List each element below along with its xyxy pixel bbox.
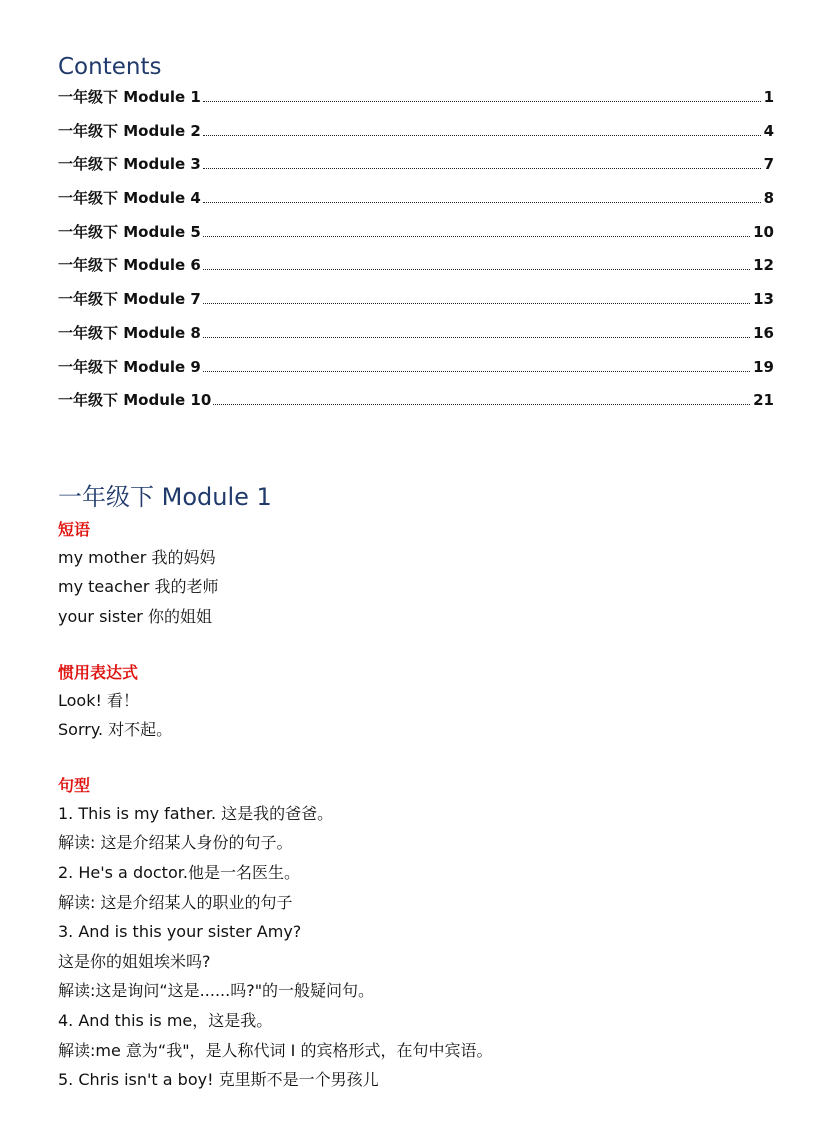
sentence-line: 解读: 这是介绍某人身份的句子。 — [58, 833, 293, 853]
phrase-line: my mother 我的妈妈 — [58, 547, 216, 567]
toc-entry-label: 一年级下 Module 6 — [58, 256, 201, 275]
document-page — [58, 52, 774, 1095]
toc-dot-leader — [203, 201, 761, 203]
toc-title: Contents — [58, 54, 162, 80]
toc-list — [58, 86, 774, 423]
module-heading: 一年级下 Module 1 — [58, 482, 272, 511]
toc-entry[interactable] — [58, 322, 774, 356]
sentence-line: 5. Chris isn't a boy! 克里斯不是一个男孩儿 — [58, 1070, 379, 1090]
toc-entry[interactable] — [58, 288, 774, 322]
toc-entry-page: 12 — [753, 256, 774, 275]
toc-dot-leader — [203, 336, 750, 338]
toc-entry-page: 16 — [753, 323, 774, 342]
toc-entry-label: 一年级下 Module 7 — [58, 290, 201, 309]
sentence-line: 解读:me 意为“我"，是人称代词 I 的宾格形式，在句中宾语。 — [58, 1040, 493, 1060]
expression-line: Look! 看！ — [58, 690, 139, 710]
toc-entry-page: 13 — [753, 290, 774, 309]
toc-entry-page: 10 — [753, 222, 774, 241]
toc-entry[interactable] — [58, 120, 774, 154]
toc-dot-leader — [203, 167, 761, 169]
toc-entry-label: 一年级下 Module 3 — [58, 155, 201, 174]
toc-dot-leader — [203, 235, 750, 237]
toc-entry[interactable] — [58, 221, 774, 255]
expressions-label: 惯用表达式 — [58, 662, 139, 682]
expression-line: Sorry. 对不起。 — [58, 720, 173, 740]
sentences-label: 句型 — [58, 775, 91, 795]
toc-dot-leader — [203, 100, 761, 102]
toc-entry-page: 4 — [763, 121, 774, 140]
toc-entry[interactable] — [58, 86, 774, 120]
toc-entry-page: 19 — [753, 357, 774, 376]
toc-entry-page: 8 — [763, 189, 774, 208]
toc-entry-page: 21 — [753, 391, 774, 410]
toc-entry-label: 一年级下 Module 4 — [58, 189, 201, 208]
toc-entry-label: 一年级下 Module 9 — [58, 357, 201, 376]
sentence-line: 解读:这是询问“这是......吗?"的一般疑问句。 — [58, 981, 375, 1001]
toc-dot-leader — [203, 302, 750, 304]
phrase-line: your sister 你的姐姐 — [58, 607, 212, 627]
toc-dot-leader — [203, 268, 750, 270]
sentence-line: 解读: 这是介绍某人的职业的句子 — [58, 892, 293, 912]
toc-entry[interactable] — [58, 187, 774, 221]
toc-dot-leader — [203, 134, 761, 136]
toc-entry-label: 一年级下 Module 1 — [58, 88, 201, 106]
toc-entry-label: 一年级下 Module 5 — [58, 222, 201, 241]
toc-entry[interactable] — [58, 356, 774, 390]
sentence-line: 3. And is this your sister Amy? — [58, 922, 302, 942]
section-spacer — [58, 632, 774, 660]
phrases-label: 短语 — [58, 519, 91, 539]
phrase-line: my teacher 我的老师 — [58, 577, 219, 597]
sentence-line: 1. This is my father. 这是我的爸爸。 — [58, 803, 334, 823]
toc-dot-leader — [213, 403, 750, 405]
sentence-line: 4. And this is me，这是我。 — [58, 1011, 273, 1030]
toc-entry-label: 一年级下 Module 8 — [58, 323, 201, 342]
toc-dot-leader — [203, 370, 750, 372]
toc-entry[interactable] — [58, 153, 774, 187]
section-spacer — [58, 745, 774, 773]
sentence-line: 2. He's a doctor.他是一名医生。 — [58, 863, 300, 883]
toc-entry-page: 7 — [763, 155, 774, 174]
toc-entry[interactable] — [58, 254, 774, 288]
toc-entry[interactable] — [58, 389, 774, 423]
toc-entry-page: 1 — [763, 88, 774, 106]
toc-entry-label: 一年级下 Module 2 — [58, 121, 201, 140]
sentence-line: 这是你的姐姐埃米吗? — [58, 951, 211, 971]
toc-entry-label: 一年级下 Module 10 — [58, 391, 212, 410]
